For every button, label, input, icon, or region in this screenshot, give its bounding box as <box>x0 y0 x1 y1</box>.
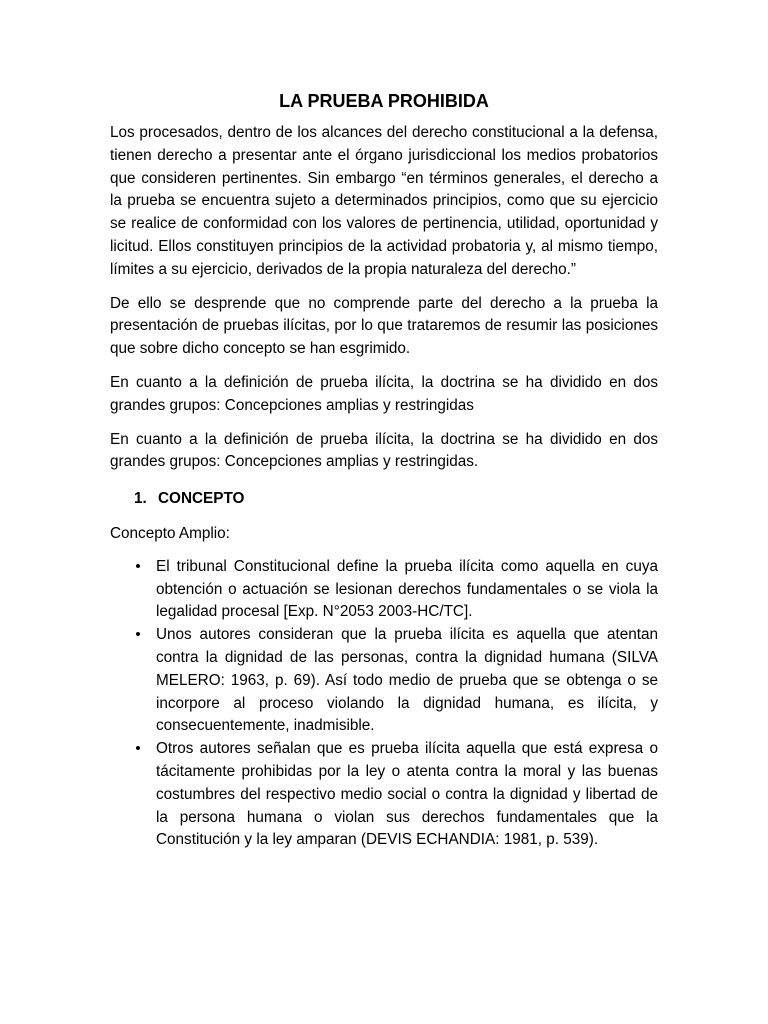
document-page <box>110 88 658 852</box>
paragraph-definition: En cuanto a la definición de prueba ilícita, la doctrina se ha dividido en dos grandes grupos: Concepciones amplias y restringidas <box>110 373 658 414</box>
bullet-icon: • <box>135 626 141 644</box>
paragraph-intro: Los procesados, dentro de los alcances del derecho constitucional a la defensa, tienen derecho a presentar ante el órgano jurisdiccional los medios probatorios que consideren pertinentes. Sin embargo “en términos generales, el derecho a la prueba se encuentra sujeto a determinados principios, como que su ejercicio se realice de conformidad con los valores de pertinencia, utilidad, oportunidad y licitud. Ellos constituyen principios de la actividad probatoria y, al mismo tiempo, límites a su ejercicio, derivados de la propia naturaleza del derecho.” <box>110 124 658 278</box>
list-item <box>110 556 658 624</box>
section-heading-text: CONCEPTO <box>158 490 245 508</box>
document-title: LA PRUEBA PROHIBIDA <box>279 91 489 111</box>
bullet-icon: • <box>135 740 141 758</box>
subheading-concepto-amplio: Concepto Amplio: <box>110 524 230 542</box>
section-heading-concepto <box>134 488 658 511</box>
bullet-icon: • <box>135 557 141 575</box>
list-item <box>110 738 658 852</box>
paragraph-illicit-evidence: De ello se desprende que no comprende parte del derecho a la prueba la presentación de pruebas ilícitas, por lo que trataremos de resumir las posiciones que sobre dicho concepto se han esgrimido. <box>110 294 658 358</box>
section-number: 1. <box>134 490 147 508</box>
bullet-list <box>110 556 658 852</box>
bullet-text: El tribunal Constitucional define la prueba ilícita como aquella en cuya obtención o actuación se lesionan derechos fundamentales o se viola la legalidad procesal [Exp. N°2053 2003-HC/TC]. <box>156 557 658 621</box>
paragraph-definition-repeat: En cuanto a la definición de prueba ilícita, la doctrina se ha dividido en dos grandes grupos: Concepciones amplias y restringidas. <box>110 430 658 471</box>
bullet-text: Otros autores señalan que es prueba ilícita aquella que está expresa o tácitamente prohibidas por la ley o atenta contra la moral y las buenas costumbres del respectivo medio social o contra la dignidad y libertad de la persona humana o violan sus derechos fundamentales que la Constitución y la ley amparan (DEVIS ECHANDIA: 1981, p. 539). <box>156 740 658 849</box>
list-item <box>110 624 658 738</box>
bullet-text: Unos autores consideran que la prueba ilícita es aquella que atentan contra la dignidad de las personas, contra la dignidad humana (SILVA MELERO: 1963, p. 69). Así todo medio de prueba que se obtenga o se incorpore al proceso violando la dignidad humana, es ilícita, y consecuentemente, inadmisible. <box>156 626 658 735</box>
